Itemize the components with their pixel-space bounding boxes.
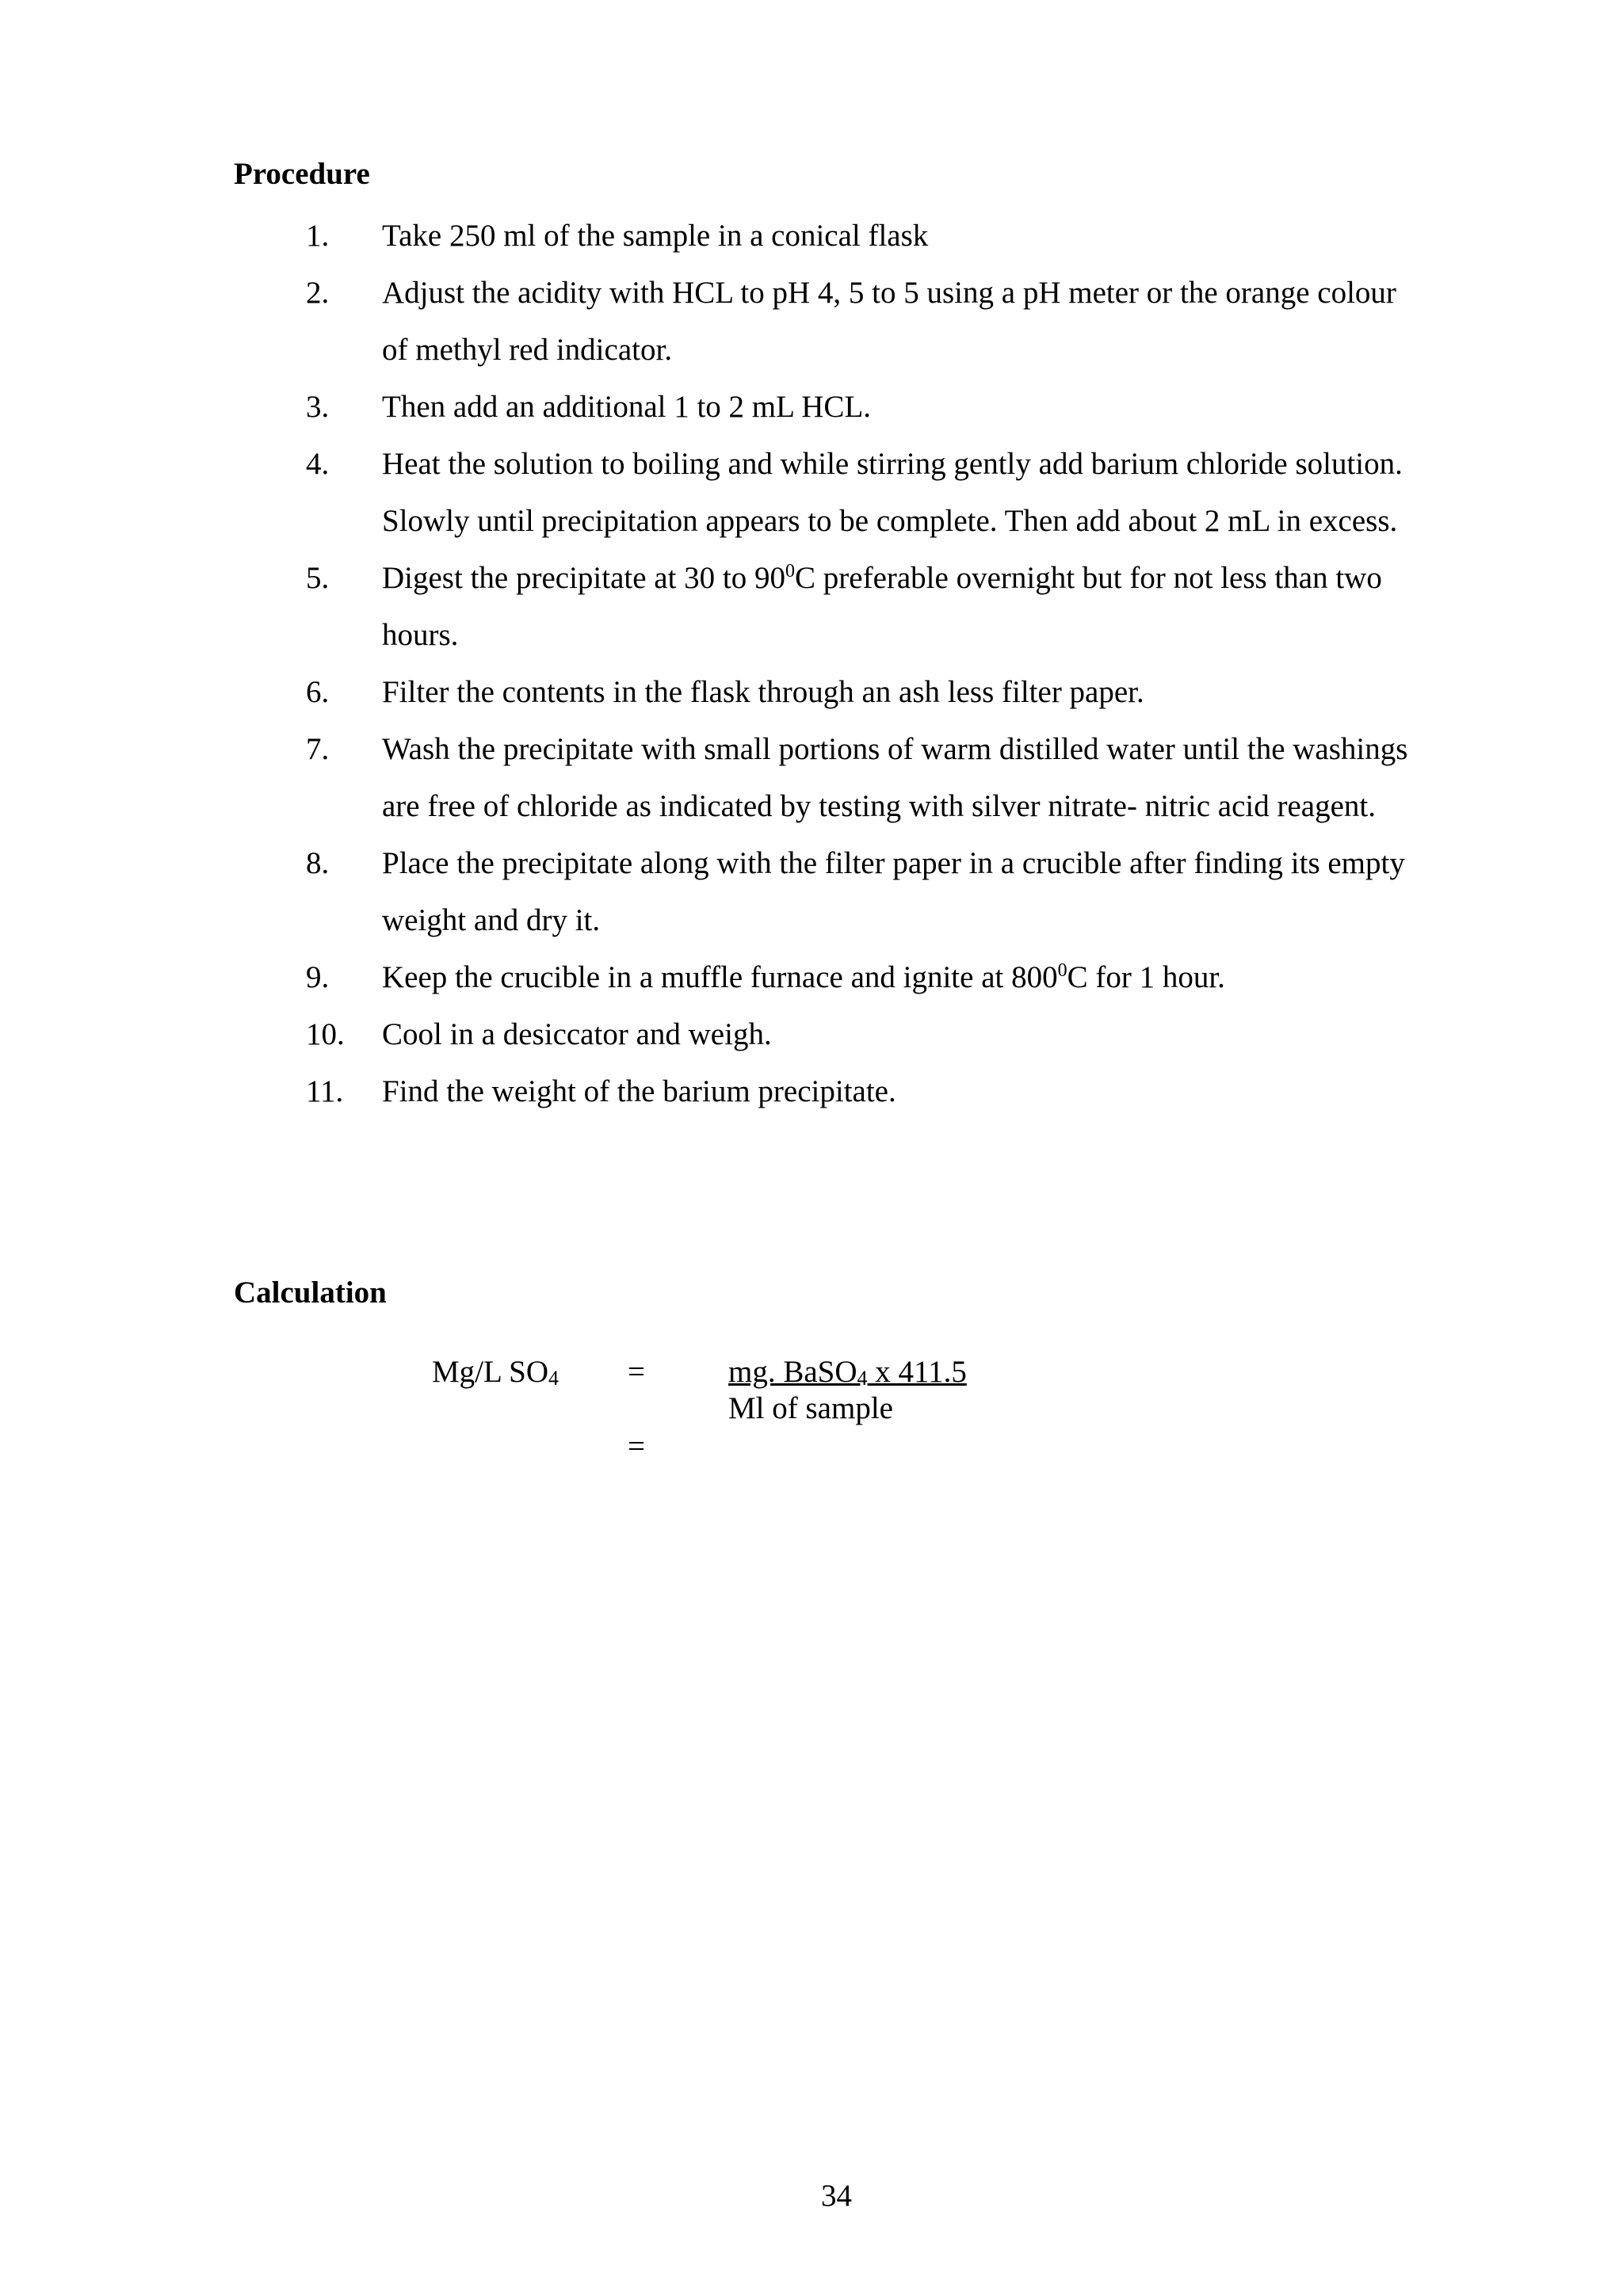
step-text: Wash the precipitate with small portions of warm distilled water until the washings are free of chloride as indicated by testing with silver nitrate- nitric acid reagent.	[382, 732, 1408, 823]
formula-numerator	[728, 1355, 967, 1390]
superscript: 0	[785, 561, 796, 582]
procedure-step	[0, 664, 1623, 721]
procedure-step	[0, 436, 1623, 550]
subscript: 4	[548, 1367, 559, 1390]
step-text: Find the weight of the barium precipitate.	[382, 1074, 896, 1108]
superscript: 0	[1057, 960, 1067, 981]
numerator-text: x 411.5	[867, 1355, 967, 1389]
step-text: Take 250 ml of the sample in a conical flask	[382, 219, 929, 253]
formula-lhs-text: Mg/L SO	[432, 1355, 548, 1389]
step-text-part: C preferable overnight but for not less than two hours.	[382, 561, 1382, 652]
procedure-step	[0, 835, 1623, 949]
step-number: 6.	[306, 675, 330, 709]
step-number: 11.	[306, 1074, 344, 1108]
procedure-step	[0, 721, 1623, 835]
step-text-part: Keep the crucible in a muffle furnace and ignite at 800	[382, 960, 1058, 994]
procedure-step	[0, 550, 1623, 664]
step-number: 3.	[306, 390, 330, 424]
formula-denominator: Ml of sample	[728, 1391, 893, 1425]
step-number: 2.	[306, 276, 330, 310]
step-number: 4.	[306, 447, 330, 481]
step-text: Heat the solution to boiling and while stirring gently add barium chloride solution. Slowly until precipitation appears to be complete. Then add about 2 mL in excess.	[382, 447, 1403, 538]
step-text	[382, 949, 1412, 1006]
step-text: Cool in a desiccator and weigh.	[382, 1017, 772, 1051]
procedure-step	[0, 379, 1623, 436]
subscript: 4	[857, 1367, 868, 1390]
procedure-step	[0, 265, 1623, 379]
step-number: 5.	[306, 561, 330, 595]
equals-sign-second: =	[628, 1429, 645, 1463]
step-text: Filter the contents in the flask through an ash less filter paper.	[382, 675, 1144, 709]
step-text: Place the precipitate along with the filter paper in a crucible after finding its empty weight and dry it.	[382, 846, 1405, 937]
procedure-step	[0, 949, 1623, 1006]
formula-lhs	[432, 1355, 559, 1390]
step-text-part: C for 1 hour.	[1067, 960, 1225, 994]
procedure-step	[0, 1063, 1623, 1120]
step-text-part: Digest the precipitate at 30 to 90	[382, 561, 786, 595]
step-text	[382, 550, 1412, 664]
procedure-step	[0, 1006, 1623, 1063]
procedure-steps-list	[0, 208, 1623, 1120]
step-number: 9.	[306, 960, 330, 994]
procedure-heading: Procedure	[234, 157, 370, 191]
numerator-text: mg. BaSO	[728, 1355, 857, 1389]
equals-sign: =	[628, 1355, 645, 1389]
step-number: 8.	[306, 846, 330, 880]
procedure-step	[0, 208, 1623, 265]
step-number: 10.	[306, 1017, 345, 1051]
step-text: Adjust the acidity with HCL to pH 4, 5 to 5 using a pH meter or the orange colour of methyl red indicator.	[382, 276, 1396, 367]
step-text: Then add an additional 1 to 2 mL HCL.	[382, 390, 872, 424]
calculation-heading: Calculation	[234, 1276, 387, 1310]
step-number: 1.	[306, 219, 330, 253]
page-number: 34	[821, 2179, 852, 2213]
step-number: 7.	[306, 732, 330, 766]
